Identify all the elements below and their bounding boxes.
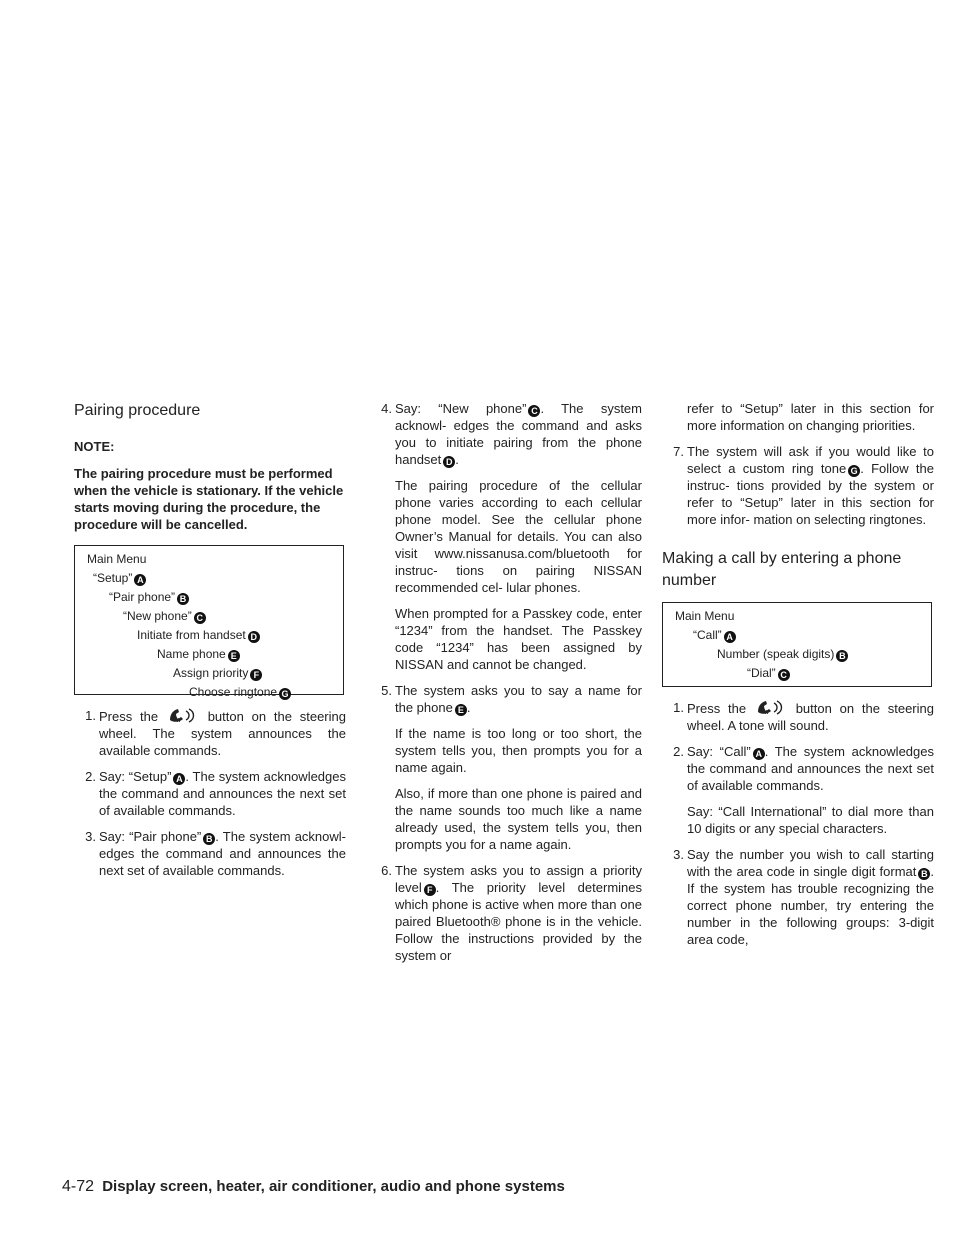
step-number: 5 .	[370, 682, 392, 699]
voice-menu-tree-call	[662, 602, 932, 687]
column-right	[662, 400, 934, 957]
step-number: 2 .	[74, 768, 96, 785]
step-4-paragraph-3: When prompted for a Passkey code, enter “1234” from the handset. The Passkey code “1234” has been assigned by NISSAN and cannot be changed.	[395, 606, 642, 672]
menu-tree-item	[663, 664, 931, 683]
callout-badge-icon: B	[203, 833, 215, 845]
step-number: 4 .	[370, 400, 392, 417]
section-heading-making-call: Making a call by entering a phone number	[662, 550, 902, 589]
column-middle	[370, 400, 642, 973]
callout-badge-icon: E	[455, 704, 467, 716]
menu-tree-item	[663, 645, 931, 664]
menu-tree-item	[75, 683, 343, 702]
callout-badge-icon: A	[173, 773, 185, 785]
step-3: 3 . Say the number you wish to call starting with the area code in single digit format B . If the system has trouble recognizing the correct phone number, try entering the number in the following groups: 3-digit area code,	[662, 846, 934, 948]
callout-badge-icon: G	[279, 688, 291, 700]
callout-badge-icon: A	[134, 574, 146, 586]
chapter-title: Display screen, heater, air conditioner, audio and phone systems	[102, 1178, 565, 1195]
step-2-paragraph-2: Say: “Call International” to dial more than 10 digits or any special characters.	[687, 804, 934, 836]
callout-badge-icon: G	[848, 465, 860, 477]
section-heading-pairing: Pairing procedure	[74, 402, 201, 419]
step-5: 5 . The system asks you to say a name for the phone E .	[370, 682, 642, 716]
menu-tree-item-label: “Call”	[693, 628, 722, 642]
menu-tree-item	[663, 607, 931, 626]
step-2: 2 . Say: “Setup” A . The system acknowledges the command and announces the next set of available commands.	[74, 768, 346, 819]
callout-badge-icon: A	[724, 631, 736, 643]
step-1: 1 . Press the W button on the steering wheel. A tone will sound.	[662, 699, 934, 734]
menu-tree-item	[75, 588, 343, 607]
callout-badge-icon: F	[250, 669, 262, 681]
menu-tree-item	[75, 607, 343, 626]
step-number: 3 .	[74, 828, 96, 845]
step-1: 1 . Press the W button on the steering wheel. The system announces the available commands.	[74, 707, 346, 759]
page-number: 4-72	[62, 1178, 95, 1195]
step-number: 7 .	[662, 443, 684, 460]
menu-tree-item-label: Name phone	[157, 647, 226, 661]
svg-text:W: W	[763, 710, 769, 715]
callout-badge-icon: C	[194, 612, 206, 624]
menu-tree-item-label: Initiate from handset	[137, 628, 246, 642]
voice-menu-tree-pairing	[74, 545, 344, 699]
menu-tree-item	[663, 626, 931, 645]
menu-tree-item	[75, 626, 343, 645]
callout-badge-icon: D	[443, 456, 455, 468]
step-6-continued: refer to “Setup” later in this section for more information on changing priorities.	[687, 401, 934, 433]
phone-talk-button-icon	[754, 699, 788, 715]
menu-tree-item-label: “Setup”	[93, 571, 133, 585]
menu-tree-item-label: “Pair phone”	[109, 590, 176, 604]
note-label: NOTE:	[74, 439, 115, 454]
step-number: 2 .	[662, 743, 684, 760]
step-5-paragraph-3: Also, if more than one phone is paired and the name sounds too much like a name already used, the system tells you, then prompts you for a name again.	[395, 786, 642, 852]
menu-tree-item-label: “New phone”	[123, 609, 192, 623]
menu-tree-item-label: “Dial”	[747, 666, 776, 680]
callout-badge-icon: B	[177, 593, 189, 605]
callout-badge-icon: B	[836, 650, 848, 662]
menu-tree-item-label: Main Menu	[87, 552, 147, 566]
step-number: 6 .	[370, 862, 392, 879]
menu-tree-item-label: Choose ringtone	[189, 685, 278, 699]
callout-badge-icon: B	[918, 868, 930, 880]
step-4: 4 . Say: “New phone” C . The system acknowl- edges the command and asks you to initiate pairing from the phone handset D .	[370, 400, 642, 468]
step-6: 6 . The system asks you to assign a priority level F . The priority level determines which phone is active when more than one paired Bluetooth® phone is in the vehicle. Follow the instructions provided by the system or	[370, 862, 642, 964]
step-7: 7 . The system will ask if you would like to select a custom ring tone G . Follow the instruc- tions provided by the system or refer to “Setup” later in this section for more infor- mation on selecting ringtones.	[662, 443, 934, 528]
callout-badge-icon: E	[228, 650, 240, 662]
callout-badge-icon: A	[753, 748, 765, 760]
page-footer	[62, 1178, 565, 1196]
note-text: The pairing procedure must be performed when the vehicle is stationary. If the vehicle starts moving during the procedure, the procedure will be cancelled.	[74, 466, 344, 532]
menu-tree-item	[75, 664, 343, 683]
svg-text:W: W	[175, 718, 181, 723]
step-number: 3 .	[662, 846, 684, 863]
menu-tree-item	[75, 645, 343, 664]
menu-tree-item	[75, 569, 343, 588]
callout-badge-icon: D	[248, 631, 260, 643]
menu-tree-item	[75, 550, 343, 569]
callout-badge-icon: F	[424, 884, 436, 896]
step-4-paragraph-2: The pairing procedure of the cellular phone varies according to each cellular phone model. See the cellular phone Owner’s Manual for details. You can also visit www.nissanusa.com/bluetooth for instruc- tions on pairing NISSAN recommended cel- lular phones.	[395, 478, 642, 595]
callout-badge-icon: C	[778, 669, 790, 681]
column-left	[74, 400, 346, 888]
step-3: 3 . Say: “Pair phone” B . The system acknowl- edges the command and announces the next set of available commands.	[74, 828, 346, 879]
step-2: 2 . Say: “Call” A . The system acknowledges the command and announces the next set of available commands.	[662, 743, 934, 794]
callout-badge-icon: C	[528, 405, 540, 417]
step-5-paragraph-2: If the name is too long or too short, the system tells you, then prompts you for a name again.	[395, 726, 642, 775]
step-number: 1 .	[74, 707, 96, 724]
phone-talk-button-icon	[166, 707, 200, 723]
step-number: 1 .	[662, 699, 684, 716]
menu-tree-item-label: Assign priority	[173, 666, 249, 680]
menu-tree-item-label: Number (speak digits)	[717, 647, 835, 661]
menu-tree-item-label: Main Menu	[675, 609, 735, 623]
